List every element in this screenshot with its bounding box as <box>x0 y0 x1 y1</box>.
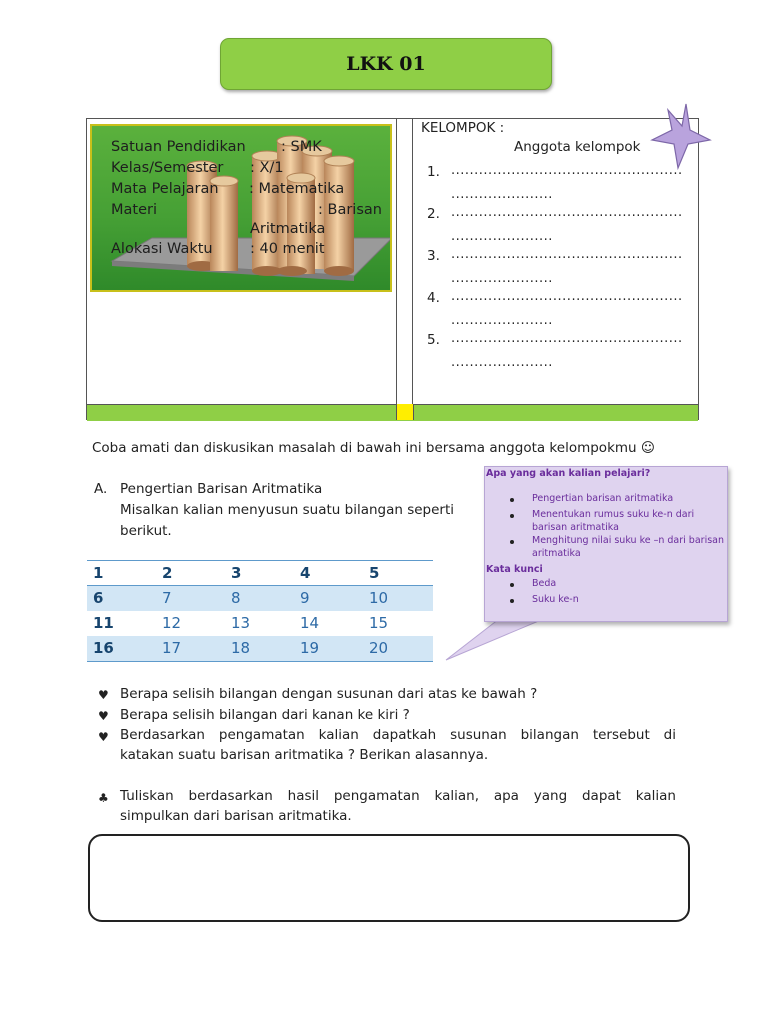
info-line-mapel: Mata Pelajaran <box>111 181 219 197</box>
section-letter: A. <box>94 481 108 497</box>
member-line-2[interactable]: .................................................. <box>451 205 683 220</box>
info-line-satuan <box>111 138 246 156</box>
info-value-kelas: : X/1 <box>250 160 284 176</box>
title-banner <box>220 38 552 90</box>
header-divider-right <box>412 118 413 420</box>
callout-item-3: Menghitung nilai suku ke –n dari barisan aritmatika <box>532 535 724 559</box>
info-line-alokasi: Alokasi Waktu <box>111 241 213 257</box>
table-cell: 11 <box>93 614 114 632</box>
member-number-3: 3. <box>427 248 440 264</box>
member-line-5[interactable]: .................................................. <box>451 331 683 346</box>
section-text-1: Misalkan kalian menyusun suatu bilangan seperti <box>120 502 455 518</box>
member-number-4: 4. <box>427 290 440 306</box>
question-1: Berapa selisih bilangan dengan susunan dari atas ke bawah ? <box>120 686 538 702</box>
table-cell: 13 <box>231 614 251 632</box>
page-title: LKK 01 <box>346 53 426 75</box>
info-value-alokasi: : 40 menit <box>250 241 325 257</box>
callout-bullet <box>510 583 514 587</box>
table-cell: 12 <box>162 614 182 632</box>
table-cell: 19 <box>300 639 320 657</box>
info-line-kelas: Kelas/Semester <box>111 160 224 176</box>
table-cell: 9 <box>300 589 310 607</box>
member-line-4[interactable]: .................................................. <box>451 289 683 304</box>
info-line-materi: Materi <box>111 202 157 218</box>
table-cell: 10 <box>369 589 389 607</box>
table-cell: 15 <box>369 614 389 632</box>
question-2: Berapa selisih bilangan dari kanan ke kiri ? <box>120 707 410 723</box>
info-value-materi-2: Aritmatika <box>250 221 326 237</box>
member-line-2b[interactable]: ...................... <box>451 229 553 244</box>
table-cell: 17 <box>162 639 182 657</box>
heart-bullet-icon: ♥ <box>98 709 109 723</box>
table-row <box>87 611 433 636</box>
info-value-mapel: : Matematika <box>249 181 345 197</box>
table-row <box>87 586 433 611</box>
member-line-5b[interactable]: ...................... <box>451 355 553 370</box>
star-icon <box>648 100 712 172</box>
table-cell: 4 <box>300 564 311 582</box>
section-text-2: berikut. <box>120 523 172 539</box>
callout-bullet <box>510 514 514 518</box>
table-cell: 20 <box>369 639 389 657</box>
intro-text: Coba amati dan diskusikan masalah di bawah ini bersama anggota kelompokmu ☺ <box>92 440 655 456</box>
member-line-1[interactable]: .................................................. <box>451 163 683 178</box>
callout-bullet <box>510 540 514 544</box>
question-4-line-2: simpulkan dari barisan aritmatika. <box>120 808 352 824</box>
kelompok-title: KELOMPOK : <box>421 120 505 136</box>
heart-bullet-icon: ♥ <box>98 688 109 702</box>
callout-item-1: Pengertian barisan aritmatika <box>532 493 674 504</box>
table-row <box>87 561 433 586</box>
info-value-satuan: : SMK <box>281 139 322 155</box>
callout-bullet <box>510 498 514 502</box>
header-divider-left <box>396 118 397 420</box>
member-line-4b[interactable]: ...................... <box>451 313 553 328</box>
table-cell: 14 <box>300 614 320 632</box>
header-yellow-cell <box>396 404 414 420</box>
question-4-line-1: Tuliskan berdasarkan hasil pengamatan kalian, apa yang dapat kalian <box>120 788 676 804</box>
callout-heading: Apa yang akan kalian pelajari? <box>486 468 651 479</box>
answer-box[interactable] <box>88 834 690 922</box>
club-bullet-icon: ♣ <box>98 791 109 805</box>
question-3-line-1: Berdasarkan pengamatan kalian dapatkah susunan bilangan tersebut di <box>120 727 676 743</box>
table-cell: 3 <box>231 564 242 582</box>
table-row <box>87 636 433 661</box>
question-3-line-2: katakan suatu barisan aritmatika ? Berikan alasannya. <box>120 747 489 763</box>
header-green-strip <box>87 404 698 421</box>
member-line-3[interactable]: .................................................. <box>451 247 683 262</box>
member-number-1: 1. <box>427 164 440 180</box>
member-line-1b[interactable]: ...................... <box>451 187 553 202</box>
callout-bullet <box>510 599 514 603</box>
table-bottom-rule <box>87 661 433 662</box>
member-number-5: 5. <box>427 332 440 348</box>
section-heading: Pengertian Barisan Aritmatika <box>120 481 323 497</box>
table-cell: 7 <box>162 589 172 607</box>
info-label: Satuan Pendidikan <box>111 139 246 155</box>
kelompok-subtitle: Anggota kelompok <box>514 139 641 155</box>
callout-keyword-1: Beda <box>532 578 557 589</box>
table-cell: 16 <box>93 639 114 657</box>
member-number-2: 2. <box>427 206 440 222</box>
table-cell: 18 <box>231 639 251 657</box>
member-line-3b[interactable]: ...................... <box>451 271 553 286</box>
callout-item-2: Menentukan rumus suku ke-n dari barisan aritmatika <box>532 509 695 533</box>
heart-bullet-icon: ♥ <box>98 730 109 744</box>
callout-keyword-heading: Kata kunci <box>486 564 543 575</box>
table-cell: 8 <box>231 589 241 607</box>
table-cell: 1 <box>93 564 104 582</box>
callout-keyword-2: Suku ke-n <box>532 594 579 605</box>
info-value-materi: : Barisan <box>318 202 382 218</box>
table-cell: 2 <box>162 564 173 582</box>
table-cell: 6 <box>93 589 104 607</box>
table-cell: 5 <box>369 564 380 582</box>
